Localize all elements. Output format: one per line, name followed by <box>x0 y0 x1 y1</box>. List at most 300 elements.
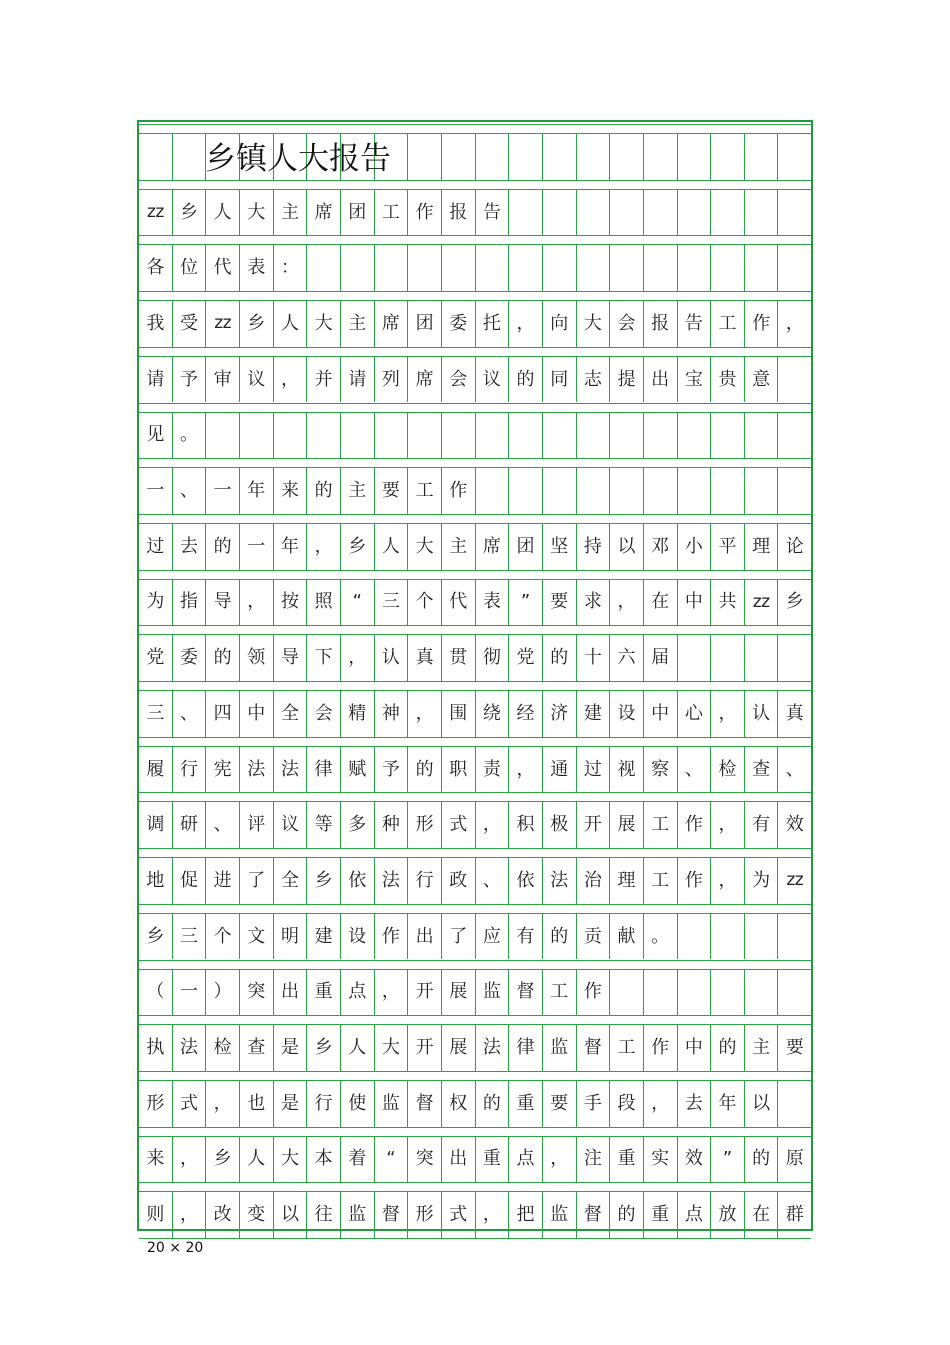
grid-cell <box>542 468 576 514</box>
grid-cell: 过 <box>146 535 165 557</box>
grid-cell: 作 <box>441 468 475 514</box>
grid-cell: 形 <box>407 802 441 848</box>
grid-cell <box>475 468 509 514</box>
grid-cell: 评 <box>239 802 273 848</box>
grid-cell: 群 <box>777 1192 811 1238</box>
row-spacer <box>139 235 811 245</box>
grid-cell <box>340 245 374 291</box>
grid-cell: 请 <box>340 357 374 403</box>
grid-cell: 席 <box>374 301 408 347</box>
grid-cell: 设 <box>609 691 643 737</box>
grid-cell <box>475 245 509 291</box>
grid-cell: 中 <box>239 691 273 737</box>
grid-cell: 点 <box>677 1192 711 1238</box>
grid-cell: 的 <box>407 747 441 793</box>
grid-cell: 要 <box>374 468 408 514</box>
grid-cell: 监 <box>374 1081 408 1127</box>
row-spacer <box>139 403 811 413</box>
grid-cell: 、 <box>677 747 711 793</box>
grid-cell <box>777 468 811 514</box>
grid-cell: 宝 <box>677 357 711 403</box>
grid-cell: 以 <box>744 1081 778 1127</box>
grid-cell: 来 <box>273 468 307 514</box>
grid-cell: 议 <box>239 357 273 403</box>
grid-cell <box>609 970 643 1016</box>
grid-cell <box>609 190 643 236</box>
grid-cell <box>609 134 643 180</box>
row-spacer <box>139 458 811 468</box>
grid-cell: 、 <box>172 468 206 514</box>
grid-cell <box>407 134 441 180</box>
grid-cell: 赋 <box>340 747 374 793</box>
grid-cell: 促 <box>172 858 206 904</box>
grid-cell <box>139 134 172 180</box>
text-row <box>139 413 811 459</box>
grid-cell <box>508 468 542 514</box>
grid-cell <box>710 190 744 236</box>
grid-cell: 乡 <box>340 524 374 570</box>
grid-cell: 实 <box>643 1137 677 1183</box>
grid-cell <box>777 413 811 459</box>
grid-cell: 作 <box>677 802 711 848</box>
grid-cell: 宪 <box>205 747 239 793</box>
grid-cell: 原 <box>777 1137 811 1183</box>
grid-cell <box>508 134 542 180</box>
grid-cell: 一 <box>172 970 206 1016</box>
grid-cell: 。 <box>643 914 677 960</box>
grid-cell: 的 <box>475 1081 509 1127</box>
grid-cell: 议 <box>273 802 307 848</box>
grid-cell <box>777 134 811 180</box>
grid-cell: 个 <box>205 914 239 960</box>
grid-cell: zz <box>146 202 164 223</box>
grid-cell <box>508 413 542 459</box>
grid-cell <box>744 245 778 291</box>
grid-cell: 法 <box>239 747 273 793</box>
grid-cell: 位 <box>172 245 206 291</box>
text-row <box>139 1081 811 1127</box>
grid-cell <box>777 970 811 1016</box>
row-spacer <box>139 737 811 747</box>
grid-cell: 检 <box>710 747 744 793</box>
grid-cell: 导 <box>205 580 239 626</box>
grid-cell <box>710 245 744 291</box>
grid-cell: 会 <box>306 691 340 737</box>
grid-cell: 全 <box>273 858 307 904</box>
text-row <box>139 1137 811 1183</box>
grid-cell <box>542 190 576 236</box>
text-row <box>139 245 811 291</box>
grid-cell: 法 <box>475 1025 509 1071</box>
grid-cell: 行 <box>172 747 206 793</box>
grid-cell: 法 <box>273 747 307 793</box>
grid-cell: 进 <box>205 858 239 904</box>
grid-cell: 手 <box>576 1081 610 1127</box>
grid-cell: 点 <box>508 1137 542 1183</box>
grid-cell <box>710 914 744 960</box>
grid-cell: 使 <box>340 1081 374 1127</box>
grid-cell: 工 <box>643 858 677 904</box>
grid-cell: 予 <box>172 357 206 403</box>
grid-cell: ， <box>475 1192 509 1238</box>
grid-size-label: 20 × 20 <box>147 1240 204 1256</box>
grid-cell: “ <box>340 580 374 626</box>
grid-cell: 委 <box>441 301 475 347</box>
grid-cell <box>340 413 374 459</box>
grid-cell <box>576 190 610 236</box>
grid-cell <box>576 413 610 459</box>
grid-cell: 意 <box>744 357 778 403</box>
grid-cell: 。 <box>172 413 206 459</box>
grid-cell: ， <box>508 747 542 793</box>
grid-cell: 彻 <box>475 635 509 681</box>
grid-cell: 导 <box>273 635 307 681</box>
grid-cell: 职 <box>441 747 475 793</box>
grid-cell: 十 <box>576 635 610 681</box>
grid-cell: 了 <box>441 914 475 960</box>
grid-cell: 三 <box>172 914 206 960</box>
grid-cell <box>441 245 475 291</box>
grid-cell: 建 <box>576 691 610 737</box>
grid-cell: 也 <box>239 1081 273 1127</box>
grid-cell <box>677 413 711 459</box>
grid-cell: 政 <box>441 858 475 904</box>
grid-cell: 人 <box>273 301 307 347</box>
grid-cell: 地 <box>146 869 165 891</box>
row-spacer <box>139 681 811 691</box>
grid-cell: 多 <box>340 802 374 848</box>
grid-cell <box>677 468 711 514</box>
grid-cell: 中 <box>677 1025 711 1071</box>
grid-cell: ” <box>710 1137 744 1183</box>
grid-cell: 年 <box>273 524 307 570</box>
grid-cell: 主 <box>340 468 374 514</box>
text-row <box>139 580 811 626</box>
row-spacer <box>139 904 811 914</box>
grid-cell: 经 <box>508 691 542 737</box>
grid-cell: ” <box>508 580 542 626</box>
grid-cell: ， <box>374 970 408 1016</box>
grid-cell <box>744 468 778 514</box>
grid-cell: ， <box>475 802 509 848</box>
grid-cell <box>777 914 811 960</box>
grid-cell <box>609 468 643 514</box>
row-spacer <box>139 347 811 357</box>
grid-cell: 理 <box>744 524 778 570</box>
text-row <box>139 468 811 514</box>
grid-cell <box>239 413 273 459</box>
grid-cell: 乡 <box>306 1025 340 1071</box>
grid-cell <box>677 914 711 960</box>
grid-cell <box>542 134 576 180</box>
grid-cell: 团 <box>508 524 542 570</box>
grid-cell: 的 <box>205 635 239 681</box>
grid-cell: 理 <box>609 858 643 904</box>
grid-cell: 变 <box>239 1192 273 1238</box>
grid-cell: 认 <box>744 691 778 737</box>
grid-cell <box>677 245 711 291</box>
grid-cell: 人 <box>340 1025 374 1071</box>
grid-cell: ， <box>542 1137 576 1183</box>
grid-cell: 认 <box>374 635 408 681</box>
grid-cell: 律 <box>508 1025 542 1071</box>
grid-cell <box>643 134 677 180</box>
grid-cell: 下 <box>306 635 340 681</box>
grid-cell: 检 <box>205 1025 239 1071</box>
row-spacer <box>139 1182 811 1192</box>
grid-cell: 乡 <box>239 301 273 347</box>
grid-cell: zz <box>777 858 811 904</box>
grid-cell: 神 <box>374 691 408 737</box>
grid-cell: zz <box>205 301 239 347</box>
grid-cell: 种 <box>374 802 408 848</box>
grid-cell: 主 <box>273 190 307 236</box>
text-row <box>139 747 811 793</box>
grid-cell: 贯 <box>441 635 475 681</box>
grid-cell: ， <box>508 301 542 347</box>
grid-cell: 工 <box>407 468 441 514</box>
grid-cell: 积 <box>508 802 542 848</box>
grid-cell: 中 <box>643 691 677 737</box>
row-spacer <box>139 124 811 134</box>
grid-cell: 研 <box>172 802 206 848</box>
row-spacer <box>139 1015 811 1025</box>
grid-cell: 文 <box>239 914 273 960</box>
grid-cell: 式 <box>441 1192 475 1238</box>
grid-cell: 极 <box>542 802 576 848</box>
grid-cell: ： <box>273 245 307 291</box>
grid-cell <box>710 468 744 514</box>
grid-cell: 三 <box>146 702 165 724</box>
text-row <box>139 970 811 1016</box>
grid-cell: 贵 <box>710 357 744 403</box>
grid-cell <box>609 413 643 459</box>
grid-cell: 受 <box>172 301 206 347</box>
grid-cell: 重 <box>609 1137 643 1183</box>
grid-cell <box>643 245 677 291</box>
grid-cell <box>777 1081 811 1127</box>
grid-cell: （ <box>146 981 165 1003</box>
grid-cell <box>710 970 744 1016</box>
grid-cell: 予 <box>374 747 408 793</box>
grid-cell: 应 <box>475 914 509 960</box>
grid-cell: 党 <box>146 647 165 669</box>
grid-cell: 全 <box>273 691 307 737</box>
row-spacer <box>139 1127 811 1137</box>
grid-cell <box>643 190 677 236</box>
grid-cell: 开 <box>407 1025 441 1071</box>
grid-cell <box>576 468 610 514</box>
grid-cell <box>273 413 307 459</box>
grid-cell: 设 <box>340 914 374 960</box>
grid-cell: 志 <box>576 357 610 403</box>
grid-cell: 了 <box>239 858 273 904</box>
grid-cell: 出 <box>441 1137 475 1183</box>
grid-cell <box>777 245 811 291</box>
grid-cell: ， <box>609 580 643 626</box>
text-row <box>139 1025 811 1071</box>
grid-cell: 大 <box>374 1025 408 1071</box>
grid-cell: 作 <box>677 858 711 904</box>
grid-cell: 依 <box>340 858 374 904</box>
grid-cell: 一 <box>205 468 239 514</box>
grid-cell: 出 <box>643 357 677 403</box>
grid-cell: 见 <box>146 424 165 446</box>
grid-cell: 点 <box>340 970 374 1016</box>
grid-cell: 、 <box>777 747 811 793</box>
grid-cell: 届 <box>643 635 677 681</box>
grid-cell <box>643 413 677 459</box>
grid-cell: 的 <box>542 914 576 960</box>
grid-cell: 为 <box>146 591 165 613</box>
grid-cell: 的 <box>306 468 340 514</box>
text-row <box>139 1192 811 1238</box>
grid-cell: 效 <box>777 802 811 848</box>
grid-cell: 济 <box>542 691 576 737</box>
grid-cell: 真 <box>777 691 811 737</box>
grid-cell: 作 <box>374 914 408 960</box>
grid-cell: 监 <box>542 1192 576 1238</box>
grid-cell: 大 <box>239 190 273 236</box>
grid-cell: 告 <box>475 190 509 236</box>
grid-cell: ， <box>710 802 744 848</box>
grid-cell: 共 <box>710 580 744 626</box>
grid-cell <box>374 413 408 459</box>
grid-cell <box>475 134 509 180</box>
grid-cell <box>542 245 576 291</box>
grid-cell <box>374 245 408 291</box>
grid-cell <box>677 190 711 236</box>
grid-cell: 席 <box>475 524 509 570</box>
grid-cell <box>407 245 441 291</box>
text-row <box>139 190 811 236</box>
grid-cell: 大 <box>407 524 441 570</box>
grid-cell: 委 <box>172 635 206 681</box>
grid-cell <box>777 635 811 681</box>
grid-cell: 展 <box>609 802 643 848</box>
grid-cell: 的 <box>508 357 542 403</box>
grid-cell: 贡 <box>576 914 610 960</box>
grid-cell: 工 <box>374 190 408 236</box>
grid-cell <box>643 970 677 1016</box>
grid-cell <box>777 190 811 236</box>
grid-cell <box>677 635 711 681</box>
grid-cell: 重 <box>643 1192 677 1238</box>
grid-cell: 席 <box>407 357 441 403</box>
grid-cell: “ <box>374 1137 408 1183</box>
grid-cell <box>744 914 778 960</box>
grid-cell: 提 <box>609 357 643 403</box>
grid-cell: 乡 <box>146 925 165 947</box>
grid-cell: 来 <box>146 1148 165 1170</box>
row-spacer <box>139 180 811 190</box>
grid-cell: 个 <box>407 580 441 626</box>
grid-cell: 开 <box>576 802 610 848</box>
grid-cell <box>744 635 778 681</box>
grid-cell <box>576 134 610 180</box>
grid-cell: 工 <box>609 1025 643 1071</box>
grid-cell <box>441 413 475 459</box>
text-row <box>139 802 811 848</box>
grid-cell: ， <box>710 691 744 737</box>
grid-cell <box>710 635 744 681</box>
grid-cell: 报 <box>643 301 677 347</box>
grid-cell: 去 <box>677 1081 711 1127</box>
grid-cell: 作 <box>407 190 441 236</box>
grid-cell: 出 <box>273 970 307 1016</box>
grid-cell: ， <box>205 1081 239 1127</box>
grid-cell: 乡 <box>777 580 811 626</box>
grid-cell: ， <box>239 580 273 626</box>
grid-cell: 要 <box>542 1081 576 1127</box>
grid-cell: 三 <box>374 580 408 626</box>
text-row <box>139 357 811 403</box>
text-row <box>139 524 811 570</box>
grid-cell: 重 <box>475 1137 509 1183</box>
grid-cell: 治 <box>576 858 610 904</box>
grid-cell: 党 <box>508 635 542 681</box>
grid-cell: 突 <box>239 970 273 1016</box>
grid-cell: 是 <box>273 1025 307 1071</box>
grid-cell: 等 <box>306 802 340 848</box>
grid-cell <box>475 413 509 459</box>
grid-cell: 并 <box>306 357 340 403</box>
grid-cell: 的 <box>542 635 576 681</box>
grid-cell: 献 <box>609 914 643 960</box>
grid-cell: 托 <box>475 301 509 347</box>
grid-cell: 展 <box>441 970 475 1016</box>
grid-cell: 依 <box>508 858 542 904</box>
grid-cell: 着 <box>340 1137 374 1183</box>
grid-cell: 工 <box>710 301 744 347</box>
grid-cell: 指 <box>172 580 206 626</box>
grid-cell: ， <box>273 357 307 403</box>
grid-cell: 人 <box>205 190 239 236</box>
text-row <box>139 914 811 960</box>
grid-cell: ， <box>777 301 811 347</box>
grid-cell: 四 <box>205 691 239 737</box>
grid-cell: 真 <box>407 635 441 681</box>
grid-cell: 心 <box>677 691 711 737</box>
grid-cell: 、 <box>172 691 206 737</box>
grid-cell: 明 <box>273 914 307 960</box>
grid-cell: ， <box>407 691 441 737</box>
grid-cell: 代 <box>205 245 239 291</box>
grid-cell: 代 <box>441 580 475 626</box>
grid-cell <box>744 970 778 1016</box>
grid-cell: 视 <box>609 747 643 793</box>
document-title: 乡镇人大报告 <box>205 141 391 177</box>
row-spacer <box>139 848 811 858</box>
grid-cell: 监 <box>542 1025 576 1071</box>
grid-cell: 绕 <box>475 691 509 737</box>
grid-cell: 要 <box>542 580 576 626</box>
grid-cell <box>677 970 711 1016</box>
grid-cell: 去 <box>172 524 206 570</box>
grid-cell: 主 <box>340 301 374 347</box>
grid-cell: 席 <box>306 190 340 236</box>
grid-cell: 持 <box>576 524 610 570</box>
grid-cell: 的 <box>609 1192 643 1238</box>
grid-cell: 查 <box>239 1025 273 1071</box>
row-spacer <box>139 514 811 524</box>
grid-cell: 照 <box>306 580 340 626</box>
grid-cell: 主 <box>441 524 475 570</box>
grid-cell: ， <box>643 1081 677 1127</box>
grid-cell: 作 <box>576 970 610 1016</box>
grid-cell: 乡 <box>306 858 340 904</box>
grid-cell: 论 <box>777 524 811 570</box>
